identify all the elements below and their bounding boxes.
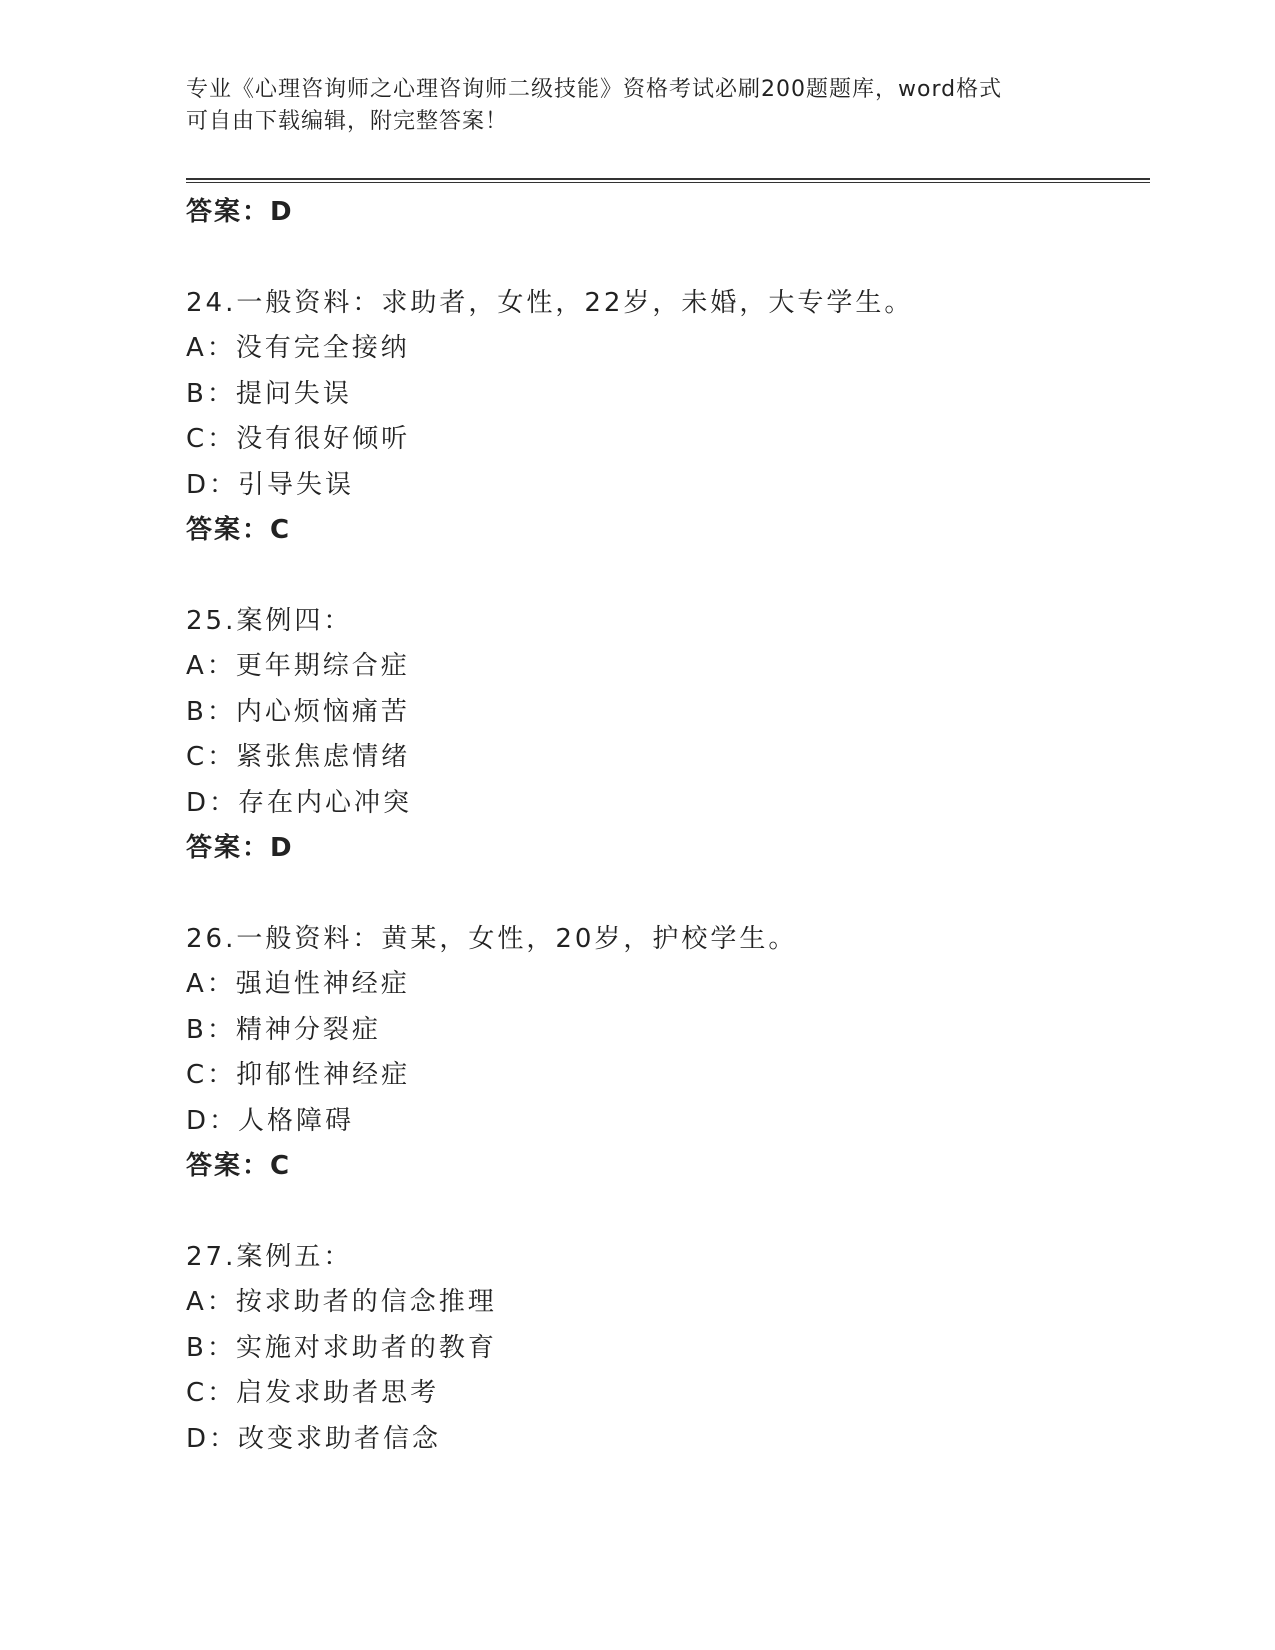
document-header: [186, 74, 1086, 138]
answer-line: 答案：C: [186, 515, 292, 545]
question-list: [186, 190, 1150, 1462]
question-block-24: [186, 281, 1150, 554]
option-c: C：没有很好倾听: [186, 424, 411, 454]
question-block-25: [186, 599, 1150, 872]
option-b: B：精神分裂症: [186, 1014, 381, 1045]
header-divider-thin: [186, 182, 1150, 183]
option-c: C：抑郁性神经症: [186, 1060, 411, 1090]
option-b: B：提问失误: [186, 378, 352, 409]
option-b: B：实施对求助者的教育: [186, 1332, 497, 1363]
question-stem: 25.案例四：: [186, 605, 353, 636]
header-divider-thick: [186, 178, 1150, 180]
option-a: A：按求助者的信念推理: [186, 1287, 497, 1317]
option-b: B：内心烦恼痛苦: [186, 696, 410, 727]
option-a: A：没有完全接纳: [186, 333, 410, 363]
question-block-27: [186, 1235, 1150, 1463]
option-d: D：改变求助者信念: [186, 1423, 442, 1454]
question-stem: 24.一般资料：求助者，女性，22岁，未婚，大专学生。: [186, 287, 914, 318]
option-d: D：人格障碍: [186, 1105, 355, 1136]
spacer: [186, 1190, 1150, 1235]
answer-line: 答案：D: [186, 833, 294, 863]
option-c: C：紧张焦虑情绪: [186, 742, 411, 772]
question-stem: 26.一般资料：黄某，女性，20岁，护校学生。: [186, 923, 798, 954]
option-a: A：更年期综合症: [186, 651, 410, 681]
option-d: D：存在内心冲突: [186, 787, 413, 818]
answer-line: 答案：D: [186, 197, 294, 227]
header-line-1: 专业《心理咨询师之心理咨询师二级技能》资格考试必刷200题题库，word格式: [186, 77, 1003, 102]
question-stem: 27.案例五：: [186, 1241, 353, 1272]
option-a: A：强迫性神经症: [186, 969, 410, 999]
header-line-2: 可自由下载编辑，附完整答案！: [186, 109, 509, 134]
spacer: [186, 236, 1150, 281]
answer-line: 答案：C: [186, 1151, 292, 1181]
spacer: [186, 872, 1150, 917]
spacer: [186, 554, 1150, 599]
option-c: C：启发求助者思考: [186, 1378, 440, 1408]
option-d: D：引导失误: [186, 469, 355, 500]
question-block-26: [186, 917, 1150, 1190]
